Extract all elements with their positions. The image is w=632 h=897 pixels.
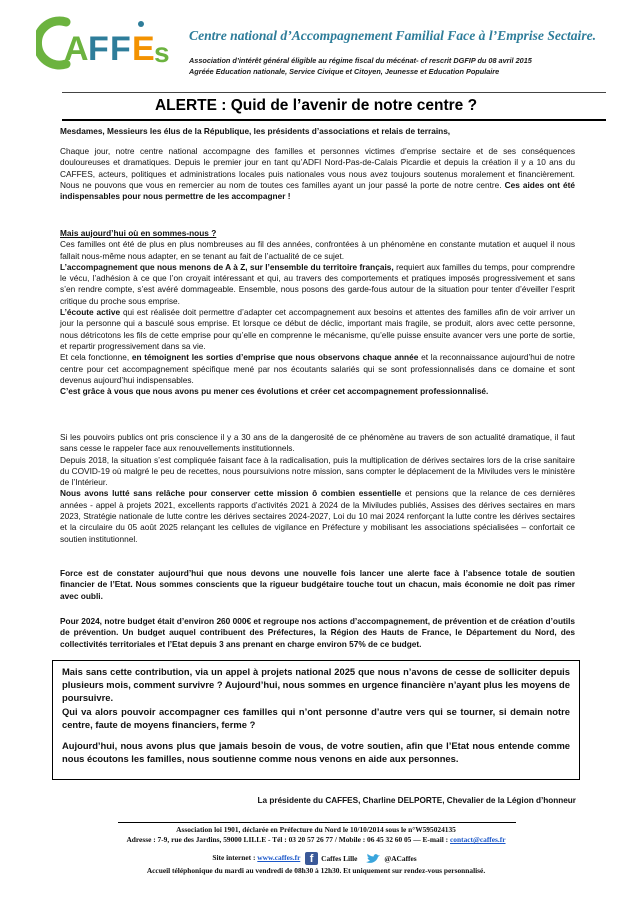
twitter-link[interactable] bbox=[365, 853, 416, 865]
alert-box bbox=[52, 660, 580, 780]
salutation bbox=[60, 126, 575, 137]
paragraph-8: Depuis 2018, la situation s’est compliquée faisant face à la radicalisation, puis la multiplication de dérives sectaires lors de la crise sanitaire du COVID-19 où malgré le peu de recettes, nous poursuivions notre mission, sans compter le déplacement de la Miviludes vers le ministère de l’Intérieur. bbox=[60, 454, 575, 488]
p3-bold: L’accompagnement que nous menons de A à Z, sur l’ensemble du territoire français, bbox=[60, 261, 394, 272]
facebook-label: Caffes Lille bbox=[321, 854, 358, 863]
situation-section bbox=[60, 228, 575, 397]
footer-site-label: Site internet : bbox=[212, 853, 256, 863]
header-divider bbox=[62, 92, 606, 93]
footer-site-link[interactable]: www.caffes.fr bbox=[257, 853, 301, 863]
p9-bold: Nous avons lutté sans relâche pour conserver cette mission ô combien essentielle bbox=[60, 488, 402, 499]
facebook-icon: f bbox=[305, 852, 318, 865]
salutation-text: Mesdames, Messieurs les élus de la République, les présidents d’associations et relais de terrains, bbox=[60, 126, 451, 136]
history-section bbox=[60, 432, 575, 545]
header-subtitle bbox=[189, 55, 609, 77]
p9-text: et pensions que la relance de ces dernières années - appel à projets 2021, excellents rapports d’activités 2021 à 2024 de la Miviludes publiés, Assises des dérives sectaires en mars 2023, Stratégie nationale de lutte contre les dérives sectaires 2024-2027, Loi du 10 mai 2024 renforçant la lutte contre les dérives sectaires et la circulaire du 05 août 2025 relançant les cellules de vigilance en Préfecture y mobilisant les associations spécialisées – confortait ce soutien institutionnel. bbox=[60, 488, 575, 544]
p5-text-a: Et cela fonctionne, bbox=[60, 352, 130, 363]
footer-mobile: / Mobile : 06 45 32 60 05 bbox=[334, 835, 412, 844]
paragraph-2: Ces familles ont été de plus en plus nombreuses au fil des années, confrontées à un phénomène en constante mutation et auquel il nous fallait nous-même nous adapter, en se tenant au fait de l’actualité de ce sujet. bbox=[60, 239, 575, 261]
title-divider bbox=[62, 119, 606, 121]
section-heading: Mais aujourd’hui où en sommes-nous ? bbox=[60, 228, 217, 238]
paragraph-4 bbox=[60, 307, 575, 352]
footer-hours: Accueil téléphonique du mardi au vendredi de 08h30 à 12h30. Et uniquement sur rendez-vous personnalisé. bbox=[146, 866, 486, 875]
paragraph-3 bbox=[60, 262, 575, 307]
footer-email-link[interactable]: contact@caffes.fr bbox=[450, 835, 506, 844]
header-subtitle-line2: Agréée Education nationale, Service Civique et Citoyen, Jeunesse et Education Populaire bbox=[189, 67, 500, 76]
header-subtitle-line1: Association d’intérêt général éligible au régime fiscal du mécénat- cf rescrit DGFIP du 08 avril 2015 bbox=[189, 56, 532, 65]
paragraph-5 bbox=[60, 352, 575, 386]
budget-paragraph bbox=[60, 616, 575, 650]
footer-registration: Association loi 1901, déclarée en Préfecture du Nord le 10/10/2014 sous le n°W595024135 bbox=[176, 825, 456, 834]
footer-divider bbox=[118, 822, 516, 823]
paragraph-9 bbox=[60, 488, 575, 544]
p1-bold: Ces aides ont été indispensables pour nous permettre de les accompagner ! bbox=[60, 179, 575, 202]
paragraph-11: Pour 2024, notre budget était d’environ 260 000€ et regroupe nos actions d’accompagnement, de prévention et de création d’outils de prévention. Un budget auquel contribuent des Préfectures, la Région des Hauts de France, le Département du Nord, des collectivités territoriales et l’Etat depuis 3 ans prenant en charge environ 57% de ce budget. bbox=[60, 616, 575, 649]
paragraph-10: Force est de constater aujourd’hui que nous devons une nouvelle fois lancer une alerte face à l’absence totale de soutien financier de l’Etat. Nous sommes conscients que la rigueur budgétaire touche tout un chacun, mais économie ne doit pas rimer avec oubli. bbox=[60, 568, 575, 601]
paragraph-1 bbox=[60, 146, 575, 202]
p5-bold: en témoignent les sorties d’emprise que nous observons chaque année bbox=[131, 352, 419, 363]
footer-tel: - Tél : 03 20 57 26 77 bbox=[268, 835, 333, 844]
intro-paragraph bbox=[60, 146, 575, 202]
logo-a: A bbox=[64, 30, 89, 68]
footer-web bbox=[0, 852, 632, 865]
logo-c-arc bbox=[37, 21, 66, 65]
p4-text: qui est réalisée doit permettre d’adapter cet accompagnement aux besoins et attentes des familles afin de voir arriver un jour la personne qui a basculé sous emprise. Et lorsque ce début de déclic, important mais fragile, se produit, alors avec cette personne, nous détricotons les fils de cette emprise pour qu’elle en comprenne le mécanisme, qu’elle puisse ensuite avancer vers une porte de sortie, et repartir progressivement dans sa vie. bbox=[60, 307, 575, 351]
facebook-link[interactable] bbox=[305, 852, 357, 865]
p5-text-b: et la reconnaissance aujourd’hui de notre centre pour cet accompagnement spécifique mené par nos écoutants salariés qui se sont professionnalisés dans ce domaine et sont devenus aujourd’hui indispensables. bbox=[60, 352, 575, 385]
alert-paragraph bbox=[60, 568, 575, 602]
logo-f2: F bbox=[110, 30, 131, 68]
footer-address: Adresse : 7-9, rue des Jardins, 59000 LILLE bbox=[126, 835, 267, 844]
paragraph-6: C’est grâce à vous que nous avons pu mener ces évolutions et créer cet accompagnement professionnalisé. bbox=[60, 386, 489, 397]
p4-bold: L’écoute active bbox=[60, 307, 121, 318]
alert-paragraph-2: Qui va alors pouvoir accompagner ces familles qui n’ont personne d’autre vers qui se tourner, si demain notre centre, faute de moyens financiers, ferme ? bbox=[62, 705, 570, 730]
caffes-logo bbox=[36, 14, 188, 70]
footer-email-label: — E-mail : bbox=[413, 835, 449, 844]
logo-s: s bbox=[154, 37, 170, 68]
logo-dot bbox=[138, 21, 144, 27]
twitter-bird-icon bbox=[365, 853, 381, 865]
alert-paragraph-3: Aujourd’hui, nous avons plus que jamais besoin de vous, de votre soutien, afin que l’Etat nous entende comme nous écoutons les familles, nous soutienne comme nous venons en aide aux personnes. bbox=[62, 740, 570, 765]
page-title: ALERTE : Quid de l’avenir de notre centre ? bbox=[154, 97, 478, 114]
p1-text: Chaque jour, notre centre national accompagne des familles et personnes victimes d’emprise sectaire et de ses conséquences douloureuses et dramatiques. Depuis le premier jour en tant qu’ADFI Nord-Pas-de-Calais Picardie et depuis la création il y a 10 ans du CAFFES, acteurs, politiques et administrations locales puis nationales vous nous avez toujours soutenus moralement et financièrement. Nous ne pouvons que vous en remercier au nom de toutes ces familles ayant un jour passé la porte de notre centre. bbox=[60, 146, 575, 190]
signature: La présidente du CAFFES, Charline DELPORTE, Chevalier de la Légion d’honneur bbox=[257, 796, 576, 805]
footer-contact bbox=[0, 835, 632, 844]
header-title: Centre national d’Accompagnement Familial Face à l’Emprise Sectaire. bbox=[189, 28, 597, 43]
p3-text: requiert aux familles du temps, pour comprendre le vécu, l’adhésion à ce que l’on croyait intéressant et qui, au travers des comportements et pratiques imposés progressivement et sans s’en rendre compte, s’est avéré dommageable. Ensemble, nous posons des garde-fous autour de la situation pour tenter d’éveiller l’esprit critique du proche sous emprise. bbox=[60, 261, 575, 306]
logo-e: E bbox=[132, 30, 155, 68]
logo-f1: F bbox=[88, 30, 109, 68]
paragraph-7: Si les pouvoirs publics ont pris conscience il y a 30 ans de la dangerosité de ce phénomène au travers de son actualité dramatique, il faut sans cesse le rappeler face aux renouvellements institutionnels. bbox=[60, 432, 575, 454]
alert-paragraph-1: Mais sans cette contribution, via un appel à projets national 2025 que nous n’avons de cesse de solliciter depuis plusieurs mois, comment survivre ? Aujourd’hui, nous sommes en urgence financière n’ayant plus les moyens de poursuivre. bbox=[62, 666, 570, 704]
twitter-label: @ACaffes bbox=[384, 854, 417, 863]
